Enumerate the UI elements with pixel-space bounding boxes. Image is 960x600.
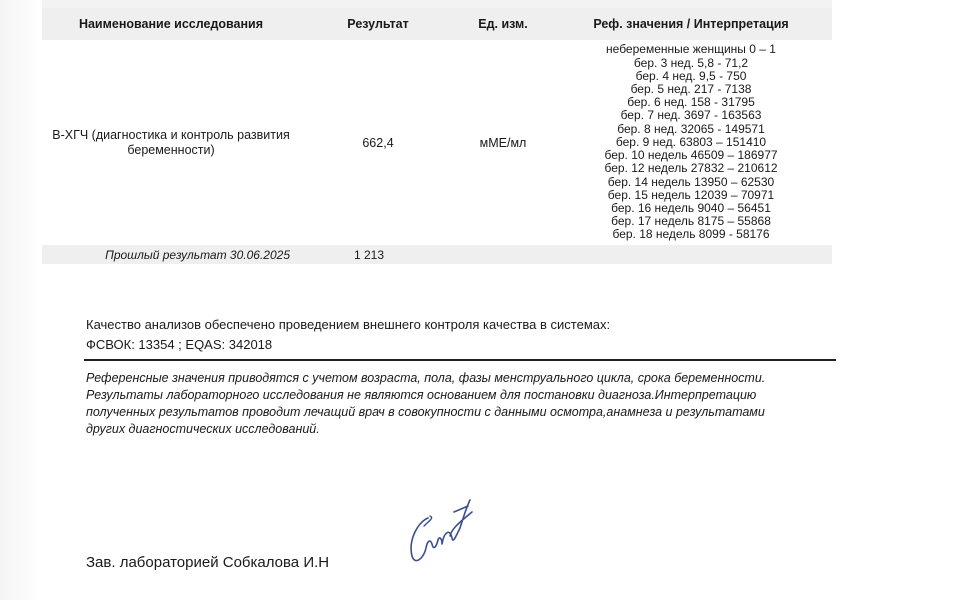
previous-result-row xyxy=(42,245,832,264)
previous-result-label: Прошлый результат 30.06.2025 xyxy=(42,245,300,264)
lab-head-signature-line: Зав. лабораторией Собкалова И.Н xyxy=(86,554,330,571)
empty-cell xyxy=(456,245,550,264)
reference-line: небеременные женщины 0 – 1 xyxy=(606,42,776,57)
test-name: B-ХГЧ (диагностика и контроль развития беременности) xyxy=(52,127,290,157)
test-name-cell xyxy=(42,40,300,245)
results-table xyxy=(42,8,832,264)
handwritten-signature xyxy=(400,478,480,568)
disclaimer-line: Результаты лабораторного исследования не являются основанием для постановки диагноза.Интерпретацию xyxy=(86,388,757,402)
reference-line: бер. 3 нед. 5,8 - 71,2 xyxy=(633,55,749,70)
previous-result-value: 1 213 xyxy=(300,245,456,264)
disclaimer-line: Референсные значения приводятся с учетом возраста, пола, фазы менструального цикла, срока беременности. xyxy=(86,371,766,385)
reference-line: бер. 14 недель 13950 – 62530 xyxy=(607,174,775,189)
header-name: Наименование исследования xyxy=(42,8,300,40)
reference-line: бер. 15 недель 12039 – 70971 xyxy=(607,187,775,202)
reference-line: бер. 6 нед. 158 - 31795 xyxy=(627,95,755,110)
disclaimer-text xyxy=(86,370,846,438)
reference-line: бер. 16 недель 9040 – 56451 xyxy=(611,200,771,215)
header-result: Результат xyxy=(300,8,456,40)
reference-line: бер. 18 недель 8099 - 58176 xyxy=(612,227,770,242)
quality-line: Качество анализов обеспечено проведением внешнего контроля качества в системах: xyxy=(86,317,611,332)
header-unit: Ед. изм. xyxy=(456,8,550,40)
quality-control-note xyxy=(86,315,846,355)
test-unit: мМЕ/мл xyxy=(479,135,527,150)
reference-line: бер. 12 недель 27832 – 210612 xyxy=(604,161,778,176)
table-row xyxy=(42,40,832,245)
disclaimer-line: полученных результатов проводит лечащий врач в совокупности с данными осмотра,анамнеза и результатами xyxy=(86,405,765,419)
section-divider xyxy=(84,359,836,361)
reference-line: бер. 9 нед. 63803 – 151410 xyxy=(615,134,767,149)
reference-line: бер. 8 нед. 32065 - 149571 xyxy=(617,121,765,136)
test-result: 662,4 xyxy=(362,135,394,150)
page-margin xyxy=(0,0,42,600)
reference-ranges xyxy=(550,40,832,245)
quality-codes: ФСВОК: 13354 ; EQAS: 342018 xyxy=(86,337,273,352)
top-rule xyxy=(42,0,832,8)
table-header-row xyxy=(42,8,832,40)
reference-line: бер. 7 нед. 3697 - 163563 xyxy=(620,108,762,123)
disclaimer-line: других диагностических исследований. xyxy=(86,422,320,436)
header-reference: Реф. значения / Интерпретация xyxy=(550,8,832,40)
empty-cell xyxy=(550,245,832,264)
reference-line: бер. 10 недель 46509 – 186977 xyxy=(604,148,778,163)
reference-line: бер. 4 нед. 9,5 - 750 xyxy=(635,68,747,83)
reference-line: бер. 17 недель 8175 – 55868 xyxy=(611,214,771,229)
reference-line: бер. 5 нед. 217 - 7138 xyxy=(630,82,752,97)
